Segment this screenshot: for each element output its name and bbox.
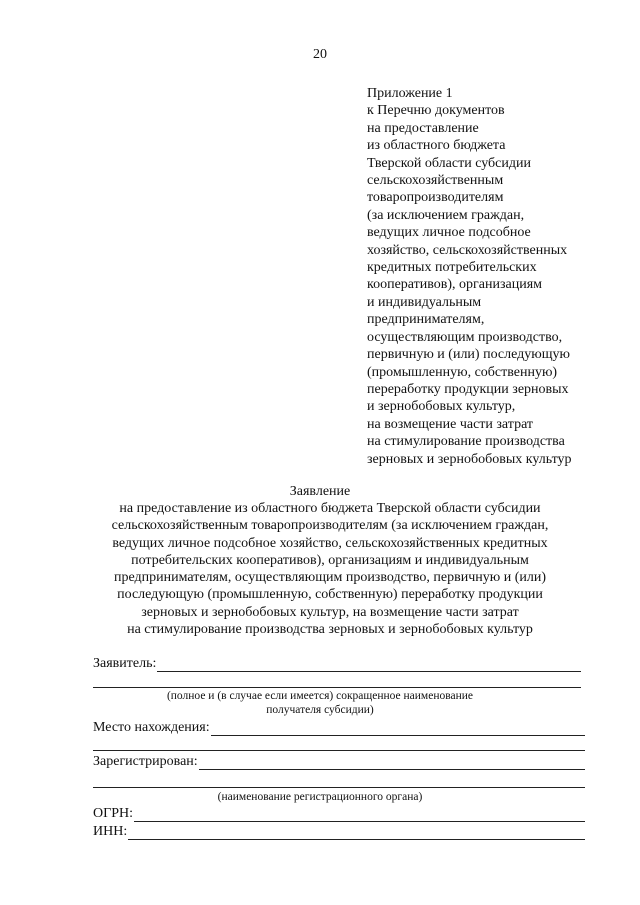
- appendix-line: товаропроизводителям: [367, 190, 504, 206]
- appendix-line: зерновых и зернобобовых культур: [367, 451, 572, 467]
- ogrn-row: [93, 804, 585, 822]
- appendix-line: переработку продукции зерновых: [367, 381, 569, 397]
- appendix-line: Тверской области субсидии: [367, 155, 531, 171]
- statement-title: Заявление: [289, 484, 351, 499]
- appendix-line: к Перечню документов: [367, 103, 505, 119]
- appendix-line: (за исключением граждан,: [367, 207, 525, 223]
- appendix-line: предпринимателям,: [367, 312, 485, 328]
- caption-line: получателя субсидии): [266, 704, 374, 716]
- appendix-line: и зернобобовых культур,: [367, 399, 516, 415]
- appendix-line: (промышленную, собственную): [367, 364, 558, 380]
- subject-line: сельскохозяйственным товаропроизводителям (за исключением граждан,: [111, 518, 549, 534]
- registered-label: Зарегистрирован:: [93, 754, 198, 769]
- subject-line: предпринимателям, осуществляющим производство, первичную и (или): [113, 570, 547, 586]
- appendix-line: осуществляющим производство,: [367, 329, 563, 345]
- page-number: 20: [313, 47, 327, 62]
- inn-field[interactable]: [128, 827, 585, 840]
- appendix-line: на стимулирование производства: [367, 434, 565, 450]
- location-field[interactable]: [211, 723, 585, 736]
- appendix-header: [367, 85, 572, 468]
- subject-line: на стимулирование производства зерновых и зернобобовых культур: [127, 622, 533, 638]
- appendix-line: сельскохозяйственным: [367, 173, 504, 189]
- appendix-line: первичную и (или) последующую: [367, 347, 570, 363]
- appendix-line: Приложение 1: [367, 86, 453, 101]
- applicant-row: [93, 654, 581, 672]
- applicant-caption: [0, 689, 640, 717]
- subject-line: на предоставление из областного бюджета Тверской области субсидии: [119, 501, 541, 516]
- applicant-label: Заявитель:: [93, 656, 157, 671]
- location-label: Место нахождения:: [93, 720, 210, 735]
- caption-line: (полное и (в случае если имеется) сокращенное наименование: [166, 690, 474, 702]
- appendix-line: кооперативов), организациям: [367, 277, 543, 293]
- registered-field[interactable]: [199, 757, 585, 770]
- registered-caption: (наименование регистрационного органа): [217, 791, 423, 803]
- appendix-line: хозяйство, сельскохозяйственных: [367, 242, 568, 258]
- location-field-line-2[interactable]: [93, 750, 585, 751]
- registered-row: [93, 752, 585, 770]
- subject-line: ведущих личное подсобное хозяйство, сельскохозяйственных кредитных: [112, 535, 548, 551]
- appendix-line: ведущих личное подсобное: [367, 225, 531, 241]
- statement-subject: [60, 500, 600, 638]
- appendix-line: на возмещение части затрат: [367, 416, 534, 432]
- appendix-line: и индивидуальным: [367, 294, 482, 310]
- appendix-line: на предоставление: [367, 120, 479, 136]
- appendix-line: из областного бюджета: [367, 138, 506, 154]
- applicant-field-line-2[interactable]: [93, 687, 581, 688]
- inn-row: [93, 822, 585, 840]
- subject-line: последующую (промышленную, собственную) переработку продукции: [117, 587, 543, 603]
- inn-label: ИНН:: [93, 824, 128, 839]
- location-row: [93, 718, 585, 736]
- ogrn-label: ОГРН:: [93, 806, 133, 821]
- subject-line: потребительских кооперативов), организациям и индивидуальным: [131, 552, 529, 568]
- registered-field-line-2[interactable]: [93, 787, 585, 788]
- appendix-line: кредитных потребительских: [367, 260, 537, 276]
- ogrn-field[interactable]: [134, 809, 585, 822]
- applicant-field[interactable]: [157, 659, 581, 672]
- subject-line: зерновых и зернобобовых культур, на возмещение части затрат: [141, 604, 519, 620]
